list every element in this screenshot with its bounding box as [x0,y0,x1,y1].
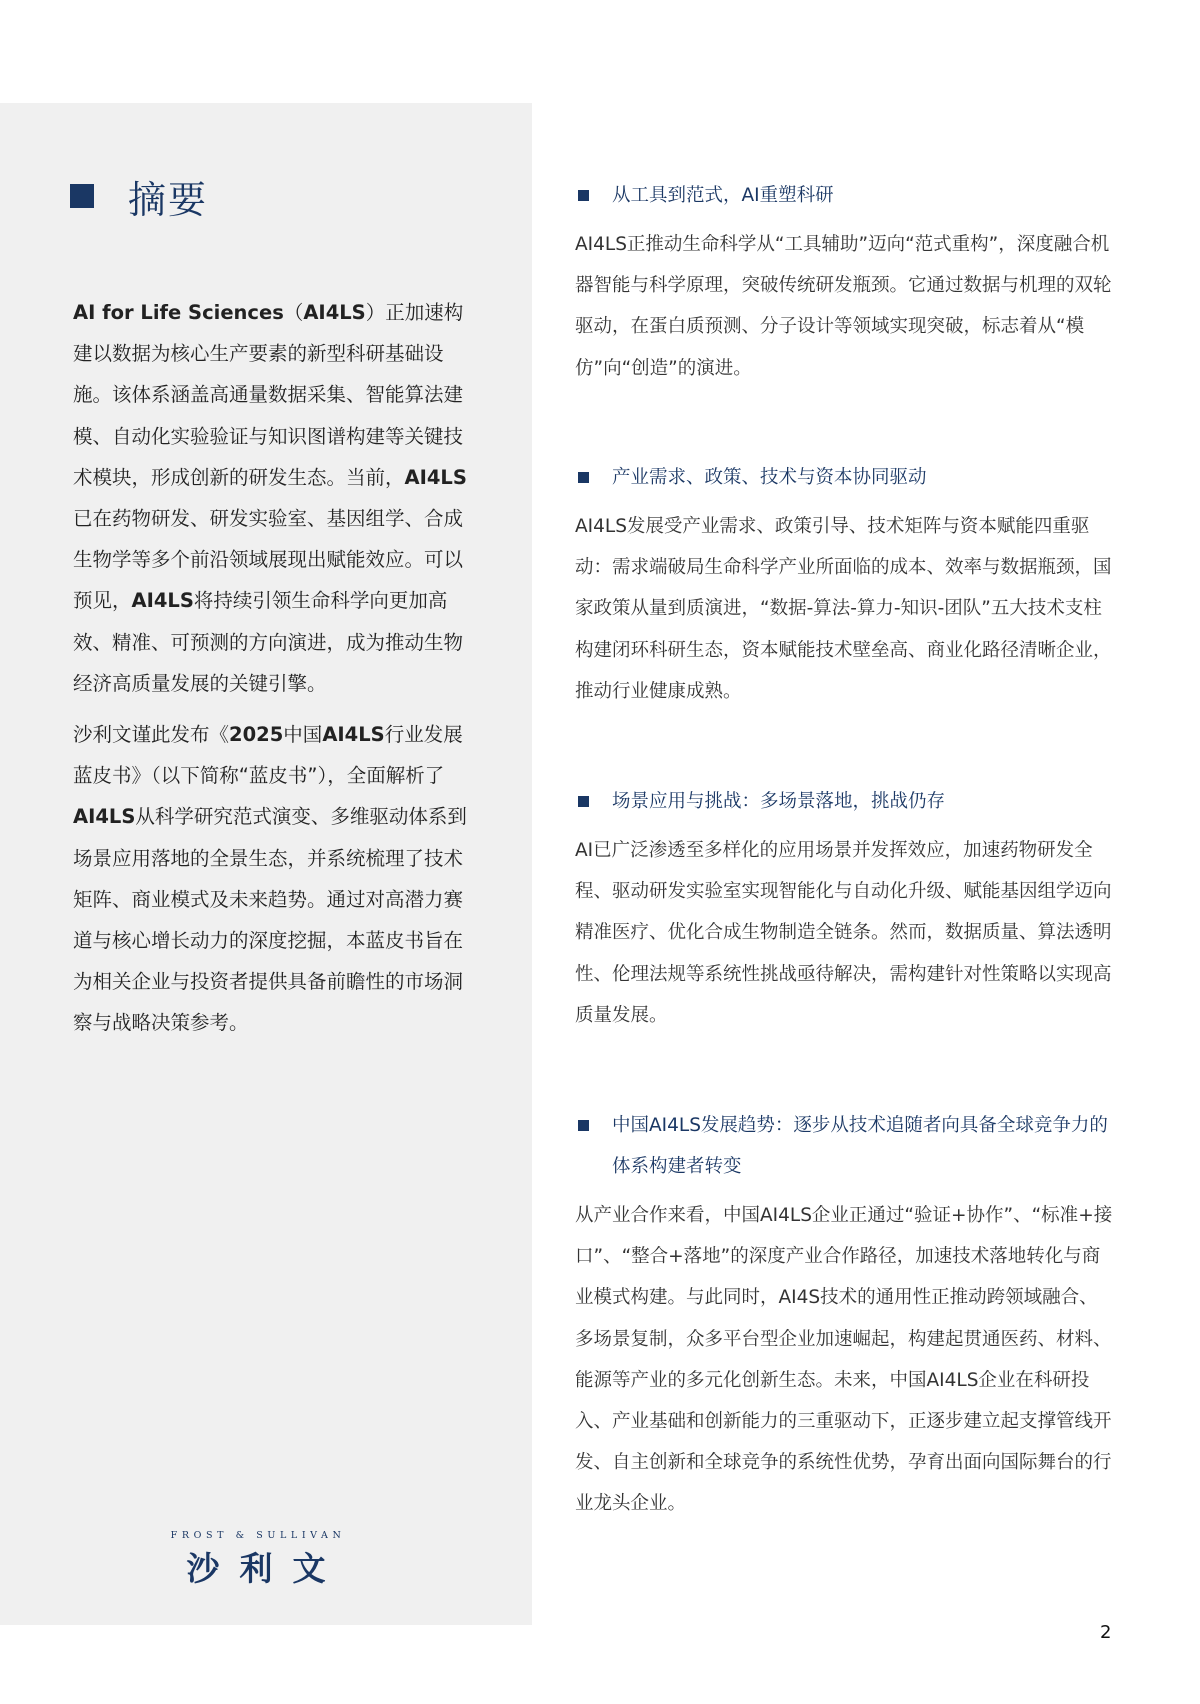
text-run: AI4LS [131,589,194,613]
text-run: 2025 [229,723,284,747]
bullet-square-icon [578,796,589,807]
text-run: AI4LS [303,301,366,324]
page-title: 摘要 [128,177,209,222]
logo-english: FROST & SULLIVAN [170,1530,346,1541]
section-body: 从产业合作来看，中国AI4LS企业正通过“验证+协作”、“标准+接口”、“整合+落地”的深度产业合作路径，加速技术落地转化与商业模式构建。与此同时，AI4S技术的通用性正推动跨领域融合、多场景复制，众多平台型企业加速崛起，构建起贯通医药、材料、能源等产业的多元化创新生态。未来，中国AI4LS企业在科研投入、产业基础和创新能力的三重驱动下，正逐步建立起支撑管线开发、自主创新和全球竞争的系统性优势，孕育出面向国际舞台的行业龙头企业。 [575,1205,1113,1515]
page-number: 2 [1100,1622,1112,1643]
text-run: 中国 [283,723,323,747]
section-body: AI已广泛渗透至多样化的应用场景并发挥效应，加速药物研发全程、驱动研发实验室实现智能化与自动化升级、赋能基因组学迈向精准医疗、优化合成生物制造全链条。然而，数据质量、算法透明性、伦理法规等系统性挑战亟待解决，需构建针对性策略以实现高质量发展。 [575,840,1112,1026]
text-run: （ [283,301,304,324]
section-body: AI4LS发展受产业需求、政策引导、技术矩阵与资本赋能四重驱动：需求端破局生命科学产业所面临的成本、效率与数据瓶颈，国家政策从量到质演进，“数据-算法-算力-知识-团队”五大技术支柱构建闭环科研生态，资本赋能技术壁垒高、商业化路径清晰企业，推动行业健康成熟。 [575,516,1112,702]
section-heading [575,781,1115,822]
section-heading [575,175,1115,216]
text-run: 已在药物研发、研发实验室、基因组学、合成生物学等多个前沿领域展现出赋能效应。可以预见， [73,507,464,613]
section-heading-text: 从工具到范式，AI重塑科研 [612,185,834,206]
logo-chinese: 沙利文 [186,1549,346,1588]
heading-square-icon [70,184,94,208]
text-run: ）正加速构建以数据为核心生产要素的新型科研基础设施。该体系涵盖高通量数据采集、智能算法建模、自动化实验验证与知识图谱构建等关键技术模块，形成创新的研发生态。当前， [73,301,464,489]
section-heading-text: 中国AI4LS发展趋势：逐步从技术追随者向具备全球竞争力的体系构建者转变 [612,1115,1108,1177]
section-trends [575,1105,1115,1525]
bullet-square-icon [578,472,589,483]
text-run: AI4LS [322,723,385,747]
section-heading-text: 产业需求、政策、技术与资本协同驱动 [612,467,927,488]
bullet-square-icon [578,1120,589,1131]
text-run: 从科学研究范式演变、多维驱动体系到场景应用落地的全景生态，并系统梳理了技术矩阵、商业模式及未来趋势。通过对高潜力赛道与核心增长动力的深度挖掘，本蓝皮书旨在为相关企业与投资者提供具备前瞻性的市场洞察与战略决策参考。 [73,805,467,1035]
section-heading-text: 场景应用与挑战：多场景落地，挑战仍存 [612,791,946,812]
section-body: AI4LS正推动生命科学从“工具辅助”迈向“范式重构”，深度融合机器智能与科学原理，突破传统研发瓶颈。它通过数据与机理的双轮驱动，在蛋白质预测、分子设计等领域实现突破，标志着从“模仿”向“创造”的演进。 [575,234,1112,379]
bullet-square-icon [578,190,589,201]
text-run: 将持续引领生命科学向更加高效、精准、可预测的方向演进，成为推动生物经济高质量发展的关键引擎。 [73,589,464,695]
section-heading [575,457,1115,498]
summary-body [73,292,473,1054]
text-run: 沙利文谨此发布《 [73,723,230,747]
text-run: AI4LS [404,465,467,489]
section-heading [575,1105,1115,1187]
frost-sullivan-logo [163,1530,353,1590]
section-applications [575,781,1115,1036]
ai4ls-lead: AI for Life Sciences [73,301,284,324]
text-run: 行业发展蓝皮书》（以下简称“蓝皮书”），全面解析了 [73,723,463,788]
summary-paragraph-2 [73,714,473,1044]
text-run: AI4LS [73,805,136,829]
summary-heading [70,172,208,220]
section-paradigm [575,175,1115,389]
summary-paragraph-1 [73,292,473,704]
section-drivers [575,457,1115,712]
